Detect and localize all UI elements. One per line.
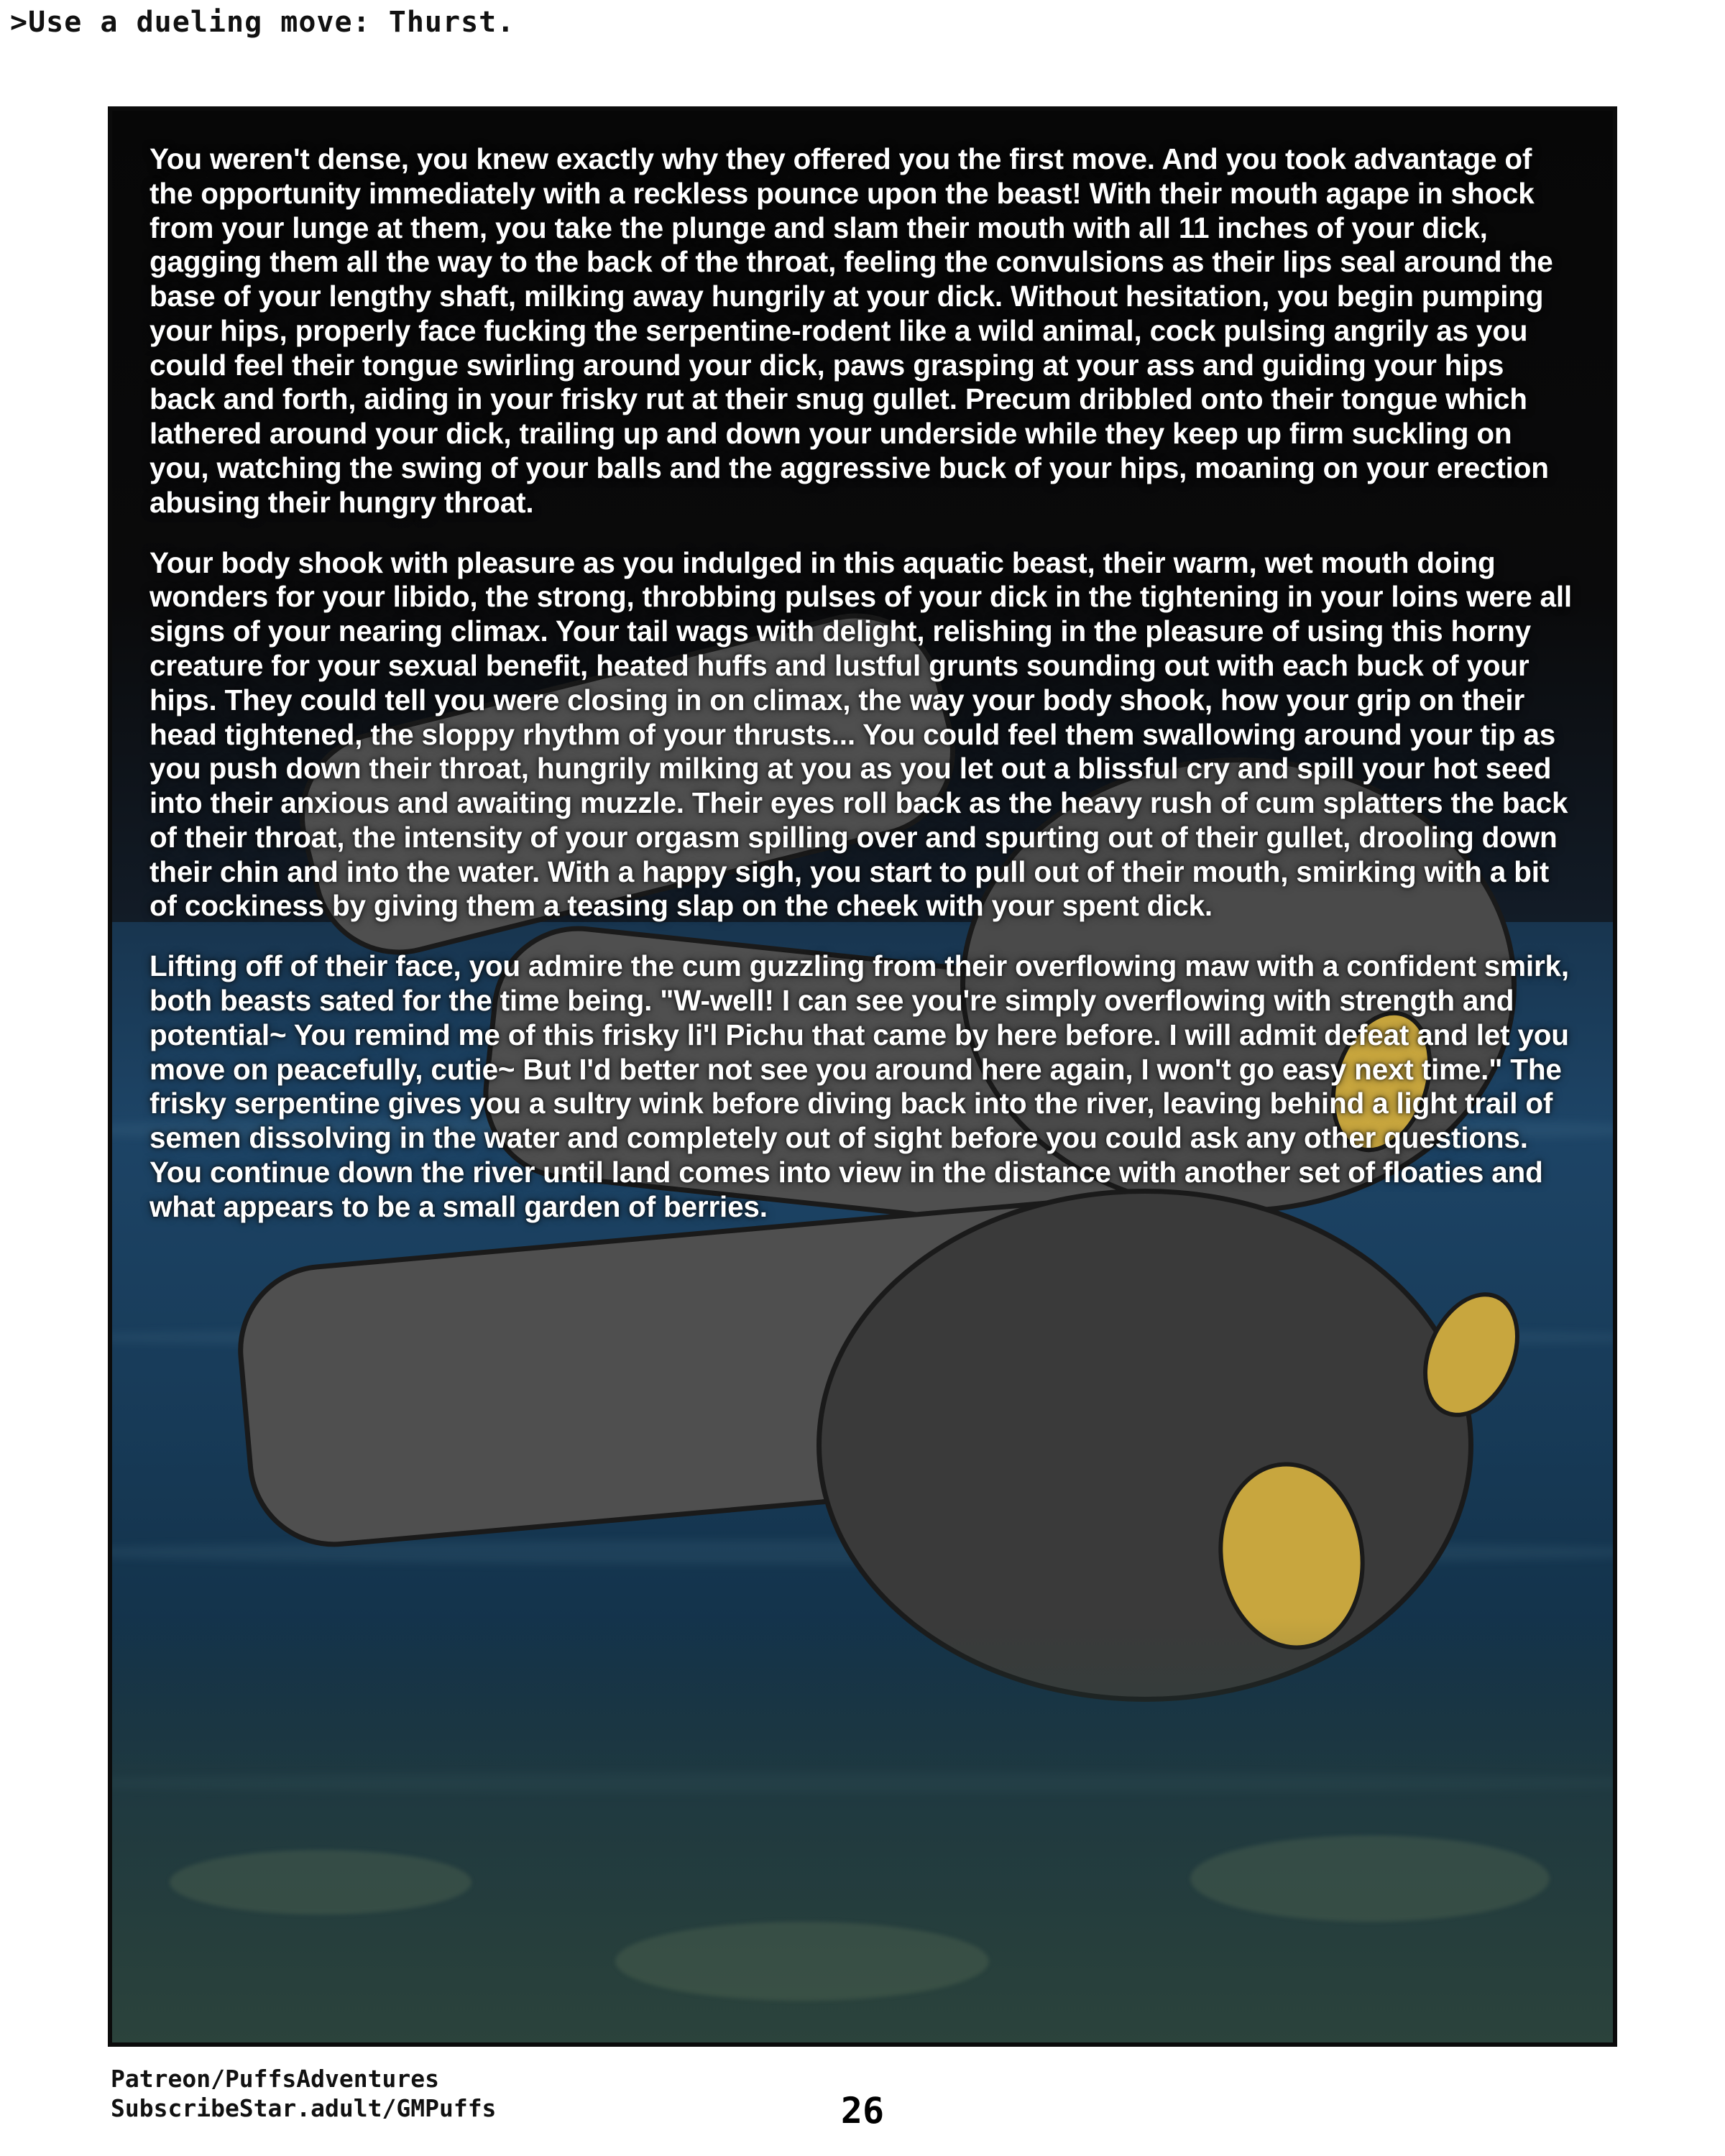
subscribestar-link[interactable]: SubscribeStar.adult/GMPuffs (111, 2094, 497, 2123)
comic-page-frame (108, 106, 1617, 2047)
command-prompt-caret: > (10, 6, 29, 39)
page-number: 26 (840, 2090, 885, 2132)
command-prompt-line (10, 6, 515, 39)
story-paragraph: Your body shook with pleasure as you indulged in this aquatic beast, their warm, wet mouth doing wonders for your libido, the strong, throbbing pulses of your dick in the tightening in your loins were all signs of your nearing climax. Your tail wags with delight, relishing in the pleasure of using this horny creature for your sexual benefit, heated huffs and lustful grunts sounding out with each buck of your hips. They could tell you were closing in on climax, the way your body shook, how your grip on their head tightened, the sloppy rhythm of your thrusts... You could feel them swallowing around your tip as you push down their throat, hungrily milking at you as you let out a blissful cry and spill your hot seed into their anxious and awaiting muzzle. Their eyes roll back as the heavy rush of cum splatters the back of their throat, the intensity of your orgasm spilling over and spurting out of their gullet, drooling down their chin and into the water. With a happy sigh, you start to pull out of their mouth, smirking with a bit of cockiness by giving them a teasing slap on the cheek with your spent dick. (150, 545, 1572, 923)
story-text-block (112, 111, 1613, 2042)
page-footer (108, 2057, 1617, 2143)
patreon-link[interactable]: Patreon/PuffsAdventures (111, 2065, 439, 2093)
command-prompt-text: Use a dueling move: Thurst. (28, 6, 515, 39)
story-paragraph: Lifting off of their face, you admire the cum guzzling from their overflowing maw with a confident smirk, both beasts sated for the time being. "W-well! I can see you're simply overflowing with strength and potential~ You remind me of this frisky li'l Pichu that came by here before. I will admit defeat and let you move on peacefully, cutie~ But I'd better not see you around here again, I won't go easy next time." The frisky serpentine gives you a sultry wink before diving back into the river, leaving behind a light trail of semen dissolving in the water and completely out of sight before you could ask any other questions. You continue down the river until land comes into view in the distance with another set of floaties and what appears to be a small garden of berries. (150, 949, 1569, 1223)
story-paragraph: You weren't dense, you knew exactly why they offered you the first move. And you took advantage of the opportunity immediately with a reckless pounce upon the beast! With their mouth agape in shock from your lunge at them, you take the plunge and slam their mouth with all 11 inches of your dick, gagging them all the way to the back of the throat, feeling the convulsions as their lips seal around the base of your lengthy shaft, milking away hungrily at your dick. Without hesitation, you begin pumping your hips, properly face fucking the serpentine-rodent like a wild animal, cock pulsing angrily as you could feel their tongue swirling around your dick, paws grasping at your ass and guiding your hips back and forth, aiding in your frisky rut at their snug gullet. Precum dribbled onto their tongue which lathered around your dick, trailing up and down your underside while they keep up firm suckling on you, watching the swing of your balls and the aggressive buck of your hips, moaning on your erection abusing their hungry throat. (150, 142, 1553, 519)
footer-links (111, 2064, 496, 2124)
